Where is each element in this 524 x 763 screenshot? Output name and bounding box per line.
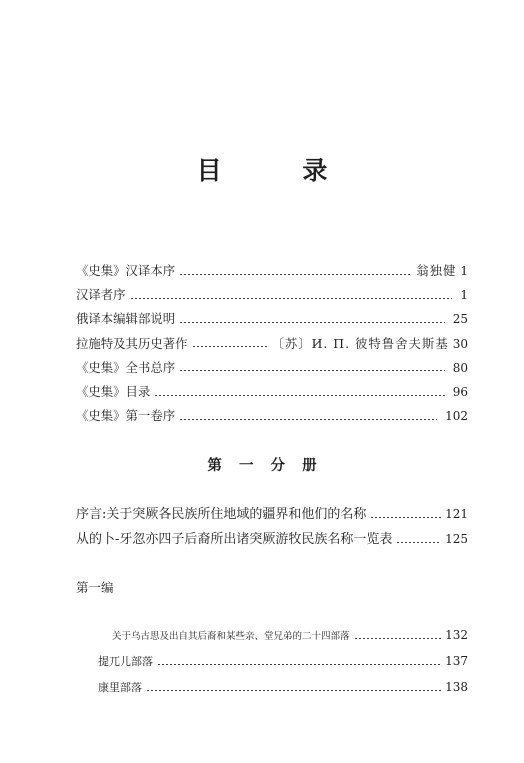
- toc-entry-page: 102: [445, 409, 468, 424]
- toc-entry[interactable]: [98, 674, 468, 700]
- toc-entry-page: 138: [445, 680, 468, 694]
- dot-leader: [179, 419, 437, 420]
- toc-entry-title: 拉施特及其历史著作: [76, 335, 188, 351]
- dot-leader: [179, 274, 412, 275]
- toc-entry[interactable]: [98, 648, 468, 674]
- part-heading: 第 一 分 册: [207, 458, 323, 474]
- dot-leader: [370, 517, 441, 518]
- section-label: 第一编: [76, 580, 114, 595]
- toc-entry[interactable]: [76, 356, 468, 380]
- toc-entry-title: 《史集》全书总序: [76, 359, 176, 375]
- toc-entry-title: 《史集》第一卷序: [76, 408, 176, 424]
- toc-entry-title: 提兀儿部落: [98, 655, 153, 668]
- toc-entry-title: 关于乌古思及出自其后裔和某些亲、堂兄弟的二十四部落: [112, 631, 350, 642]
- toc-entry[interactable]: [76, 502, 468, 527]
- toc-entry-page: 96: [452, 384, 468, 399]
- toc-entry-author: 〔苏〕И. П. 彼特鲁舍夫斯基: [271, 335, 449, 351]
- toc-entry[interactable]: [76, 527, 468, 552]
- toc-entry-title: 从的卜-牙忽亦四子后裔所出诸突厥游牧民族名称一览表: [76, 532, 393, 547]
- toc-entry-page: 1: [460, 264, 468, 278]
- toc-entry-author: 翁独健: [416, 263, 457, 278]
- toc-entry[interactable]: [76, 259, 468, 283]
- toc-entry-page: 30: [452, 336, 468, 351]
- dot-leader: [157, 664, 441, 665]
- toc-entry[interactable]: [76, 380, 468, 404]
- toc-entry-page: 132: [445, 628, 468, 642]
- dot-leader: [354, 638, 442, 639]
- toc-entry-page: 121: [445, 507, 468, 521]
- toc-entry-page: 80: [452, 360, 468, 375]
- dot-leader: [192, 346, 268, 347]
- toc-entry-page: 137: [445, 654, 468, 668]
- dot-leader: [179, 370, 445, 371]
- dot-leader: [154, 395, 444, 396]
- toc-entry-title: 汉译者序: [76, 287, 126, 303]
- toc-entry[interactable]: [76, 332, 468, 356]
- toc-entry[interactable]: [76, 404, 468, 428]
- dot-leader: [396, 542, 441, 543]
- dot-leader: [179, 322, 445, 323]
- toc-entry-title: 序言:关于突厥各民族所住地域的疆界和他们的名称: [76, 507, 367, 522]
- toc-entry-title: 《史集》目录: [76, 383, 151, 399]
- toc-entry-title: 康里部落: [98, 681, 142, 694]
- toc-entry-page: 25: [452, 312, 468, 327]
- preface-toc: [76, 502, 468, 552]
- page-title: 目 录: [196, 156, 364, 185]
- toc-entry[interactable]: [98, 622, 468, 648]
- toc-entry-page: 125: [445, 532, 468, 546]
- dot-leader: [146, 690, 441, 691]
- toc-entry-title: 《史集》汉译本序: [76, 263, 176, 278]
- toc-entry[interactable]: [76, 283, 468, 307]
- toc-entry[interactable]: [76, 307, 468, 331]
- toc-entry-title: 俄译本编辑部说明: [76, 311, 176, 327]
- dot-leader: [130, 298, 453, 299]
- front-matter-toc: [76, 259, 468, 428]
- tribes-toc: [98, 622, 468, 700]
- toc-entry-page: 1: [460, 288, 468, 303]
